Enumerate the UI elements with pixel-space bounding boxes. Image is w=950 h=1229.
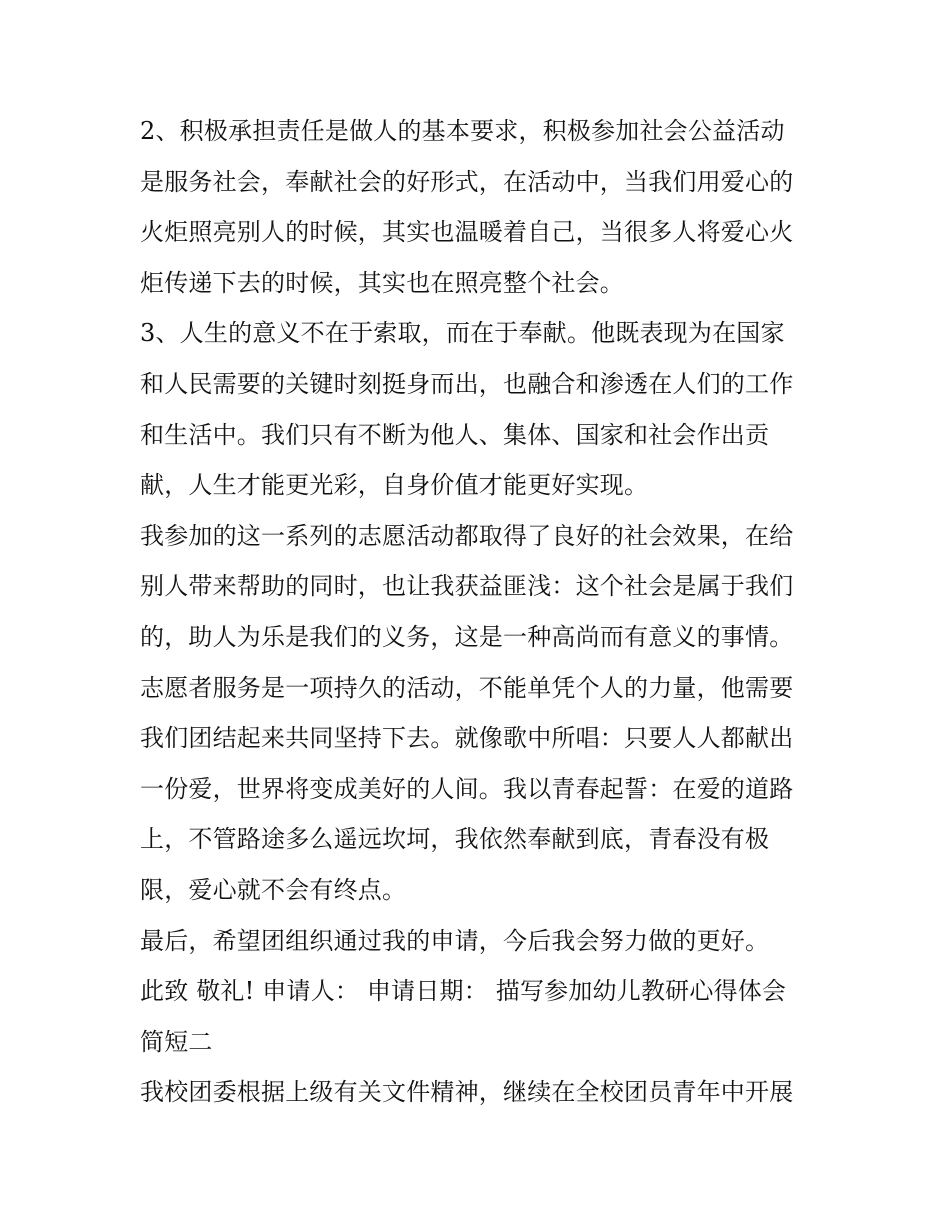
text-line: 和生活中。我们只有不断为他人、集体、国家和社会作出贡 <box>140 420 770 449</box>
text-line: 我们团结起来共同坚持下去。就像歌中所唱：只要人人都献出 <box>140 724 794 753</box>
text-line: 的，助人为乐是我们的义务，这是一种高尚而有意义的事情。 <box>140 622 794 651</box>
text-line: 一份爱，世界将变成美好的人间。我以青春起誓：在爱的道路 <box>140 774 794 803</box>
text-line: 此致 敬礼! 申请人： 申请日期： 描写参加幼儿教研心得体会 <box>140 977 787 1006</box>
text-line: 我校团委根据上级有关文件精神，继续在全校团员青年中开展 <box>140 1078 794 1107</box>
text-line: 最后，希望团组织通过我的申请，今后我会努力做的更好。 <box>140 926 770 955</box>
text-line: 炬传递下去的时候，其实也在照亮整个社会。 <box>140 268 624 297</box>
text-line: 限，爱心就不会有终点。 <box>140 875 407 904</box>
document-body <box>140 106 820 1118</box>
text-line: 2、积极承担责任是做人的基本要求，积极参加社会公益活动 <box>140 117 785 145</box>
text-line: 别人带来帮助的同时，也让我获益匪浅：这个社会是属于我们 <box>140 572 794 601</box>
text-line: 志愿者服务是一项持久的活动，不能单凭个人的力量，他需要 <box>140 673 794 702</box>
text-line: 火炬照亮别人的时候，其实也温暖着自己，当很多人将爱心火 <box>140 218 794 247</box>
text-line: 和人民需要的关键时刻挺身而出，也融合和渗透在人们的工作 <box>140 369 794 398</box>
text-line: 上，不管路途多么遥远坎坷，我依然奉献到底，青春没有极 <box>140 825 770 854</box>
text-line: 我参加的这一系列的志愿活动都取得了良好的社会效果，在给 <box>140 521 794 550</box>
text-line: 简短二 <box>140 1027 213 1056</box>
text-line: 献，人生才能更光彩，自身价值才能更好实现。 <box>140 471 649 500</box>
text-line: 是服务社会，奉献社会的好形式，在活动中，当我们用爱心的 <box>140 167 794 196</box>
text-line: 3、人生的意义不在于索取，而在于奉献。他既表现为在国家 <box>140 319 785 348</box>
